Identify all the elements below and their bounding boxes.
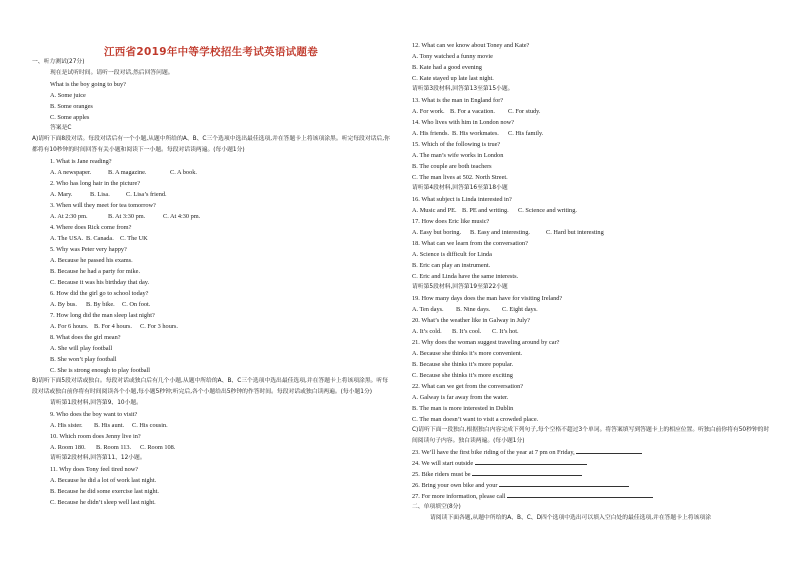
option: C. It’s hot. [492,328,519,335]
option: B. Kate had a good evening [412,64,482,71]
option: C. For 3 hours. [140,323,178,330]
question: 12. What can we know about Toney and Kate? [412,42,530,49]
option: A. His friends. [412,130,450,137]
option: A. Room 180. [50,444,86,451]
option: A. Galway is far away from the water. [412,394,509,401]
part-a-instructions: A)请听下面8段对话。每段对话后有一个小题,从题中所给的A、B、C三个选项中选出最佳选项,并在答题卡上将该项涂黑。听完每段对话后,你都将有10秒钟的时间回答有关小题和阅读下一小题。每段对话读两遍。(每小题1分) [32,136,390,153]
part-c-instructions: C)请听下面一段独白,根据独白内容完成下列句子,每个空格不超过3个单词。将答案填写到答题卡上的相应位置。听独白前你将有50秒钟的时间阅读句子内容。独白读两遍。(每小题1分) [412,427,770,444]
option: A. Easy but boring. [412,229,462,236]
option: C. Because he didn’t sleep well last night. [50,499,156,506]
option: C. Some apples [50,114,90,121]
question: What is the boy going to buy? [50,81,126,88]
option: A. Science is difficult for Linda [412,251,492,258]
sentence-text: 23. We’ll have the first bike riding of the year at 7 pm on Friday, [412,449,575,456]
question: 8. What does the girl mean? [50,334,121,341]
sample-intro: 现在是试听时间。请听一段对话,然后回答问题。 [50,70,174,76]
options-row [32,211,392,222]
section-heading: 一、听力测试(27分) [32,59,85,65]
question: 17. How does Eric like music? [412,218,490,225]
fill-sentence [412,447,772,458]
options-row [32,167,392,178]
option: C. Because she thinks it’s more exciting [412,372,513,379]
material-heading: 请听第4段材料,回答第16至第18小题 [412,185,508,191]
option: B. Lisa. [90,191,110,198]
option: A. Because he passed his exams. [50,257,133,264]
sentence-text: 26. Bring your own bike and your [412,482,498,489]
question: 22. What can we get from the conversation? [412,383,524,390]
options-row [412,106,772,117]
question: 7. How long did the man sleep last night? [50,312,155,319]
option: B. Nine days. [456,306,491,313]
question: 11. Why does Tony feel tired now? [50,466,139,473]
answer-blank [576,447,642,454]
option: B. Room 113. [96,444,132,451]
option: A. A newspaper. [50,169,92,176]
option: B. Eric can play an instrument. [412,262,491,269]
question: 2. Who has long hair in the picture? [50,180,141,187]
question: 5. Why was Peter very happy? [50,246,127,253]
options-row [412,205,772,216]
question: 9. Who does the boy want to visit? [50,411,138,418]
option: C. A book. [170,169,197,176]
question: 1. What is Jane reading? [50,158,112,165]
option: C. Hard but interesting [546,229,604,236]
option: C. The man lives at 502. North Street. [412,174,508,181]
option: A. It’s cold. [412,328,442,335]
option: B. Because he had a party for mike. [50,268,141,275]
question: 3. When will they meet for tea tomorrow? [50,202,156,209]
answer-blank [507,491,653,498]
option: A. The man’s wife works in London [412,152,504,159]
option: A. Mary. [50,191,73,198]
options-row [32,321,392,332]
option: A. Ten days. [412,306,444,313]
answer-blank [472,469,582,476]
fill-sentence [412,458,772,469]
option: C. His cousin. [132,422,168,429]
answer-blank [475,458,587,465]
option: A. Music and PE. [412,207,457,214]
option: B. For 4 hours. [94,323,132,330]
option: C. The man doesn’t want to visit a crowded place. [412,416,539,423]
option: B. Some oranges [50,103,93,110]
option: C. At 4:30 pm. [163,213,201,220]
option: C. Eric and Linda have the same interests. [412,273,519,280]
options-row [412,128,772,139]
options-row [32,233,392,244]
option: C. Lisa’s friend. [126,191,167,198]
option: A. She will play football [50,345,113,352]
option: C. For study. [508,108,541,115]
option: C. Science and writing. [518,207,577,214]
option: A. For work. [412,108,445,115]
option: B. At 3:30 pm. [108,213,146,220]
option: B. A magazine. [108,169,147,176]
option: C. The UK [120,235,148,242]
option: B. His aunt. [94,422,125,429]
answer-blank [499,480,629,487]
option: B. The man is more interested in Dublin [412,405,514,412]
option: C. His family. [508,130,544,137]
options-row [412,227,772,238]
question: 6. How did the girl go to school today? [50,290,149,297]
option: B. Canada. [86,235,114,242]
option: B. PE and writing. [462,207,509,214]
option: B. It’s cool. [452,328,482,335]
left-column [32,57,392,508]
options-row [32,420,392,431]
option: C. Kate stayed up late last night. [412,75,494,82]
section-heading: 二、单项填空(8分) [412,504,461,510]
option: B. By bike. [86,301,115,308]
option: A. Because she thinks it’s more convenient. [412,350,523,357]
fill-sentence [412,491,772,502]
option: A. Tony watched a funny movie [412,53,493,60]
option: C. Eight days. [502,306,538,313]
section-instructions: 请阅读下面各题,从题中所给的A、B、C、D四个选项中选出可以填入空白处的最佳选项,并在答题卡上将该项涂 [430,515,711,521]
option: B. For a vacation. [450,108,495,115]
part-b-instructions: B)请听下面5段对话或独白。每段对话或独白后有几个小题,从题中所给的A、B、C三个选项中选出最佳选项,并在答题卡上将该项涂黑。听每段对话或独白前你将有时间阅读各个小题,每小题5秒钟;听完后,各个小题给出5秒钟的作答时间。每段对话或独白读两遍。(每小题1分) [32,378,389,395]
material-heading: 请听第1段材料,回答第9、10小题。 [50,400,142,406]
material-heading: 请听第5段材料,回答第19至第22小题 [412,284,508,290]
fill-sentence [412,469,772,480]
option: B. The couple are both teachers [412,163,492,170]
question: 19. How many days does the man have for visiting Ireland? [412,295,563,302]
page-title: 江西省2019年中等学校招生考试英语试题卷 [104,46,319,58]
option: A. Some juice [50,92,86,99]
option: C. She is strong enough to play football [50,367,151,374]
question: 4. Where does Rick come from? [50,224,132,231]
sentence-text: 25. Bike riders must be [412,471,471,478]
option: B. Because he did some exercise last night. [50,488,159,495]
question: 10. Which room does Jenny live in? [50,433,141,440]
material-heading: 请听第2段材料,回答第11、12小题。 [50,455,146,461]
material-heading: 请听第3段材料,回答第13至第15小题。 [412,86,514,92]
right-column [412,40,772,524]
options-row [412,304,772,315]
question: 21. Why does the woman suggest traveling around by car? [412,339,560,346]
options-row [412,326,772,337]
option: B. She won’t play football [50,356,117,363]
fill-sentence [412,480,772,491]
options-row [32,442,392,453]
option: C. Because it was his birthday that day. [50,279,150,286]
option: A. For 6 hours. [50,323,89,330]
question: 13. What is the man in England for? [412,97,504,104]
option: A. At 2:30 pm. [50,213,88,220]
question: 15. Which of the following is true? [412,141,501,148]
option: C. Room 108. [140,444,176,451]
options-row [32,189,392,200]
sentence-text: 24. We will start outside [412,460,474,467]
sentence-text: 27. For more information, please call [412,493,506,500]
option: A. By bus. [50,301,77,308]
question: 16. What subject is Linda interested in? [412,196,512,203]
option: A. The USA. [50,235,84,242]
question: 14. Who lives with him in London now? [412,119,515,126]
options-row [32,299,392,310]
sample-answer: 答案是C [50,125,72,131]
option: B. His workmates. [452,130,499,137]
question: 18. What can we learn from the conversation? [412,240,528,247]
option: A. His sister. [50,422,83,429]
question: 20. What’s the weather like in Galway in July? [412,317,530,324]
option: B. Easy and interesting. [470,229,530,236]
option: C. On foot. [122,301,151,308]
option: A. Because he did a lot of work last night. [50,477,157,484]
option: B. Because she thinks it’s more popular. [412,361,514,368]
